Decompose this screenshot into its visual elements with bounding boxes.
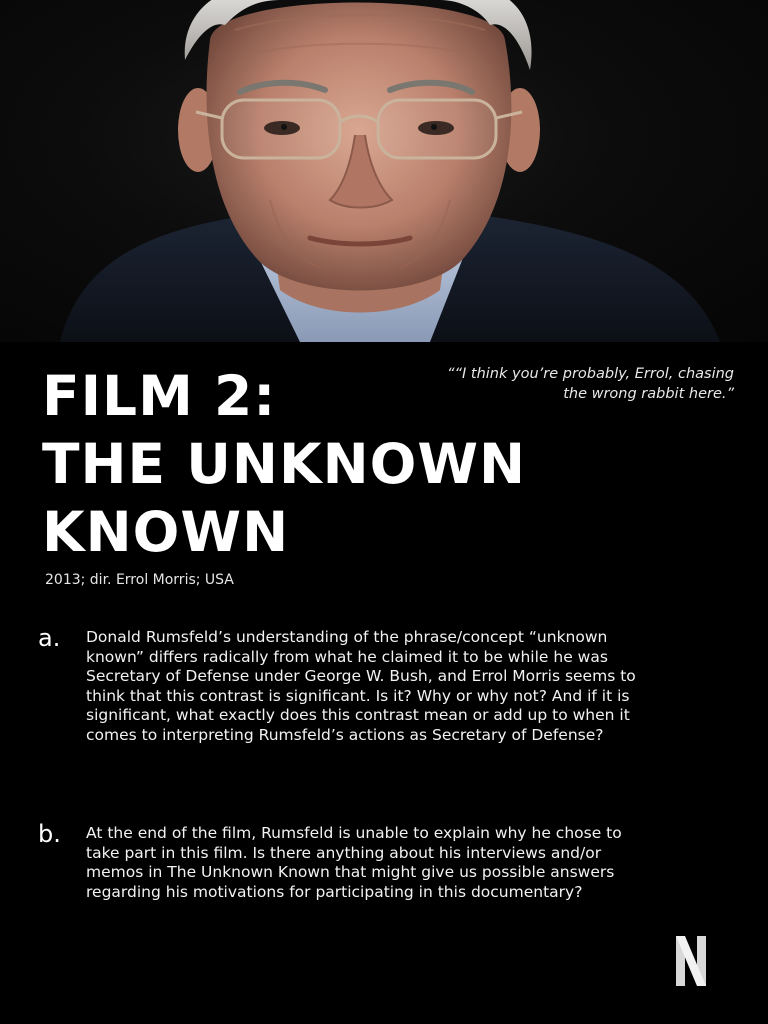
question-a-text: Donald Rumsfeld’s understanding of the phrase/concept “unknown known” differs radically from what he claimed it to be while he was Secretary of Defense under George W. Bush, and Errol Morris seems to think that this contrast is significant. Is it? Why or why not? And if it is significant, what exactly does this contrast mean or add up to when it comes to interpreting Rumsfeld’s actions as Secretary of Defense? (86, 628, 636, 744)
hero-image (0, 0, 768, 342)
question-a (38, 624, 638, 745)
title-line-2: THE UNKNOWN (42, 432, 527, 496)
netflix-n-icon (676, 936, 706, 986)
question-b-text: At the end of the film, Rumsfeld is unable to explain why he chose to take part in this film. Is there anything about his interviews and/or memos in The Unknown Known that might give us possible answers regarding his motivations for participating in this documentary? (86, 824, 622, 901)
film-quote: ““I think you’re probably, Errol, chasing the wrong rabbit here.” (446, 366, 734, 402)
question-a-marker: a. (38, 624, 61, 652)
film-credits: 2013; dir. Errol Morris; USA (45, 572, 234, 588)
question-b-marker: b. (38, 820, 61, 848)
portrait-illustration (0, 0, 768, 342)
title-line-1: FILM 2: (42, 364, 277, 428)
question-b (38, 820, 638, 902)
title-line-3: KNOWN (42, 500, 290, 564)
